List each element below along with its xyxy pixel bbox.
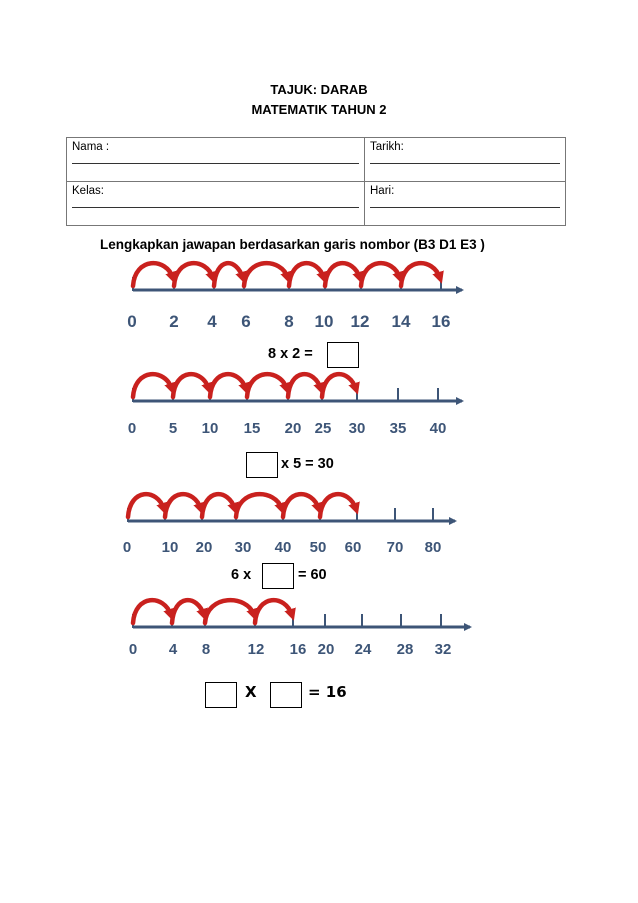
- number-line-1-jump-arrow: [133, 263, 173, 286]
- number-line-1-jump-arrow: [214, 263, 243, 286]
- number-line-2-jump-arrow: [210, 374, 246, 397]
- number-line-3-jump-arrow: [283, 494, 319, 517]
- number-line-4-label: 28: [396, 641, 414, 658]
- number-line-1-label: 0: [127, 312, 137, 331]
- number-line-3-label: 0: [122, 539, 132, 556]
- number-line-3-jump-arrow: [236, 494, 282, 517]
- equation-4-second-box[interactable]: [270, 682, 302, 708]
- number-line-1-label: 10: [314, 312, 334, 331]
- number-line-3-jump-arrow: [202, 494, 235, 517]
- number-line-3-jump-arrow: [165, 494, 201, 517]
- number-line-4-jump-arrow: [255, 600, 292, 623]
- number-line-1-jump-arrow: [174, 263, 213, 286]
- number-line-2-label: 40: [429, 420, 447, 437]
- kelas-label: Kelas:: [72, 185, 104, 197]
- number-line-2-label: 5: [168, 420, 178, 437]
- number-line-1-label: 14: [391, 312, 411, 331]
- number-line-4-label: 4: [168, 641, 178, 658]
- number-line-4-label: 24: [354, 641, 372, 658]
- equation-4-result-text: = 16: [308, 683, 347, 701]
- number-line-4-jump-arrow: [133, 600, 171, 623]
- equation-1-answer-box[interactable]: [327, 342, 359, 368]
- number-line-3-jump-arrow: [320, 494, 356, 517]
- worksheet-title: TAJUK: DARAB: [270, 82, 368, 97]
- number-line-2-jump-arrow: [133, 374, 172, 397]
- equation-3-answer-box[interactable]: [262, 563, 294, 589]
- number-line-1-jump-arrow: [401, 263, 440, 286]
- hari-label: Hari:: [370, 185, 395, 197]
- number-line-1-label: 16: [431, 312, 451, 331]
- equation-3-right-text: = 60: [298, 567, 327, 583]
- tarikh-label: Tarikh:: [370, 141, 404, 153]
- equation-4-times-sign: X: [245, 683, 257, 701]
- number-line-2-label: 30: [348, 420, 366, 437]
- number-line-2-jump-arrow: [173, 374, 209, 397]
- equation-1-text: 8 x 2 =: [268, 346, 313, 362]
- equation-4-first-box[interactable]: [205, 682, 237, 708]
- number-line-3-label: 20: [195, 539, 213, 556]
- number-line-4-label: 0: [128, 641, 138, 658]
- nama-label: Nama :: [72, 141, 110, 153]
- number-line-2-label: 15: [243, 420, 261, 437]
- number-line-4-jump-arrow: [172, 600, 204, 623]
- number-line-3-label: 50: [309, 539, 327, 556]
- number-line-2-label: 10: [201, 420, 219, 437]
- number-line-2-jump-arrow: [322, 374, 356, 397]
- number-line-2-jump-arrow: [288, 374, 321, 397]
- number-line-4-label: 16: [289, 641, 307, 658]
- number-line-1-jump-arrow: [244, 263, 288, 286]
- number-line-1-label: 4: [207, 312, 217, 331]
- number-line-3-label: 30: [234, 539, 252, 556]
- number-line-3-label: 80: [424, 539, 442, 556]
- number-line-1-jump-arrow: [289, 263, 324, 286]
- number-line-1-jump-arrow: [325, 263, 360, 286]
- number-line-2-label: 35: [389, 420, 407, 437]
- equation-2-answer-box[interactable]: [246, 452, 278, 478]
- number-line-4-jump-arrow: [205, 600, 254, 623]
- number-line-4-label: 20: [317, 641, 335, 658]
- number-line-1-jump-arrow: [361, 263, 400, 286]
- number-line-2-label: 0: [127, 420, 137, 437]
- worksheet-subtitle: MATEMATIK TAHUN 2: [251, 102, 387, 117]
- number-line-4-label: 8: [201, 641, 211, 658]
- number-line-3-jump-arrow: [128, 494, 164, 517]
- number-line-3-label: 70: [386, 539, 404, 556]
- number-line-3-label: 10: [161, 539, 179, 556]
- number-line-2-label: 20: [284, 420, 302, 437]
- number-line-3-label: 60: [344, 539, 362, 556]
- instruction-text: Lengkapkan jawapan berdasarkan garis nombor (B3 D1 E3 ): [100, 237, 485, 252]
- number-line-2-jump-arrow: [247, 374, 287, 397]
- number-line-1-label: 2: [169, 312, 179, 331]
- number-line-3-label: 40: [274, 539, 292, 556]
- number-line-4-label: 32: [434, 641, 452, 658]
- number-line-2-label: 25: [314, 420, 332, 437]
- number-line-4-label: 12: [247, 641, 265, 658]
- equation-3-left-text: 6 x: [231, 567, 252, 583]
- number-line-1-label: 6: [241, 312, 251, 331]
- equation-2-text: x 5 = 30: [281, 456, 334, 472]
- number-line-1-label: 12: [350, 312, 370, 331]
- number-line-1-label: 8: [284, 312, 294, 331]
